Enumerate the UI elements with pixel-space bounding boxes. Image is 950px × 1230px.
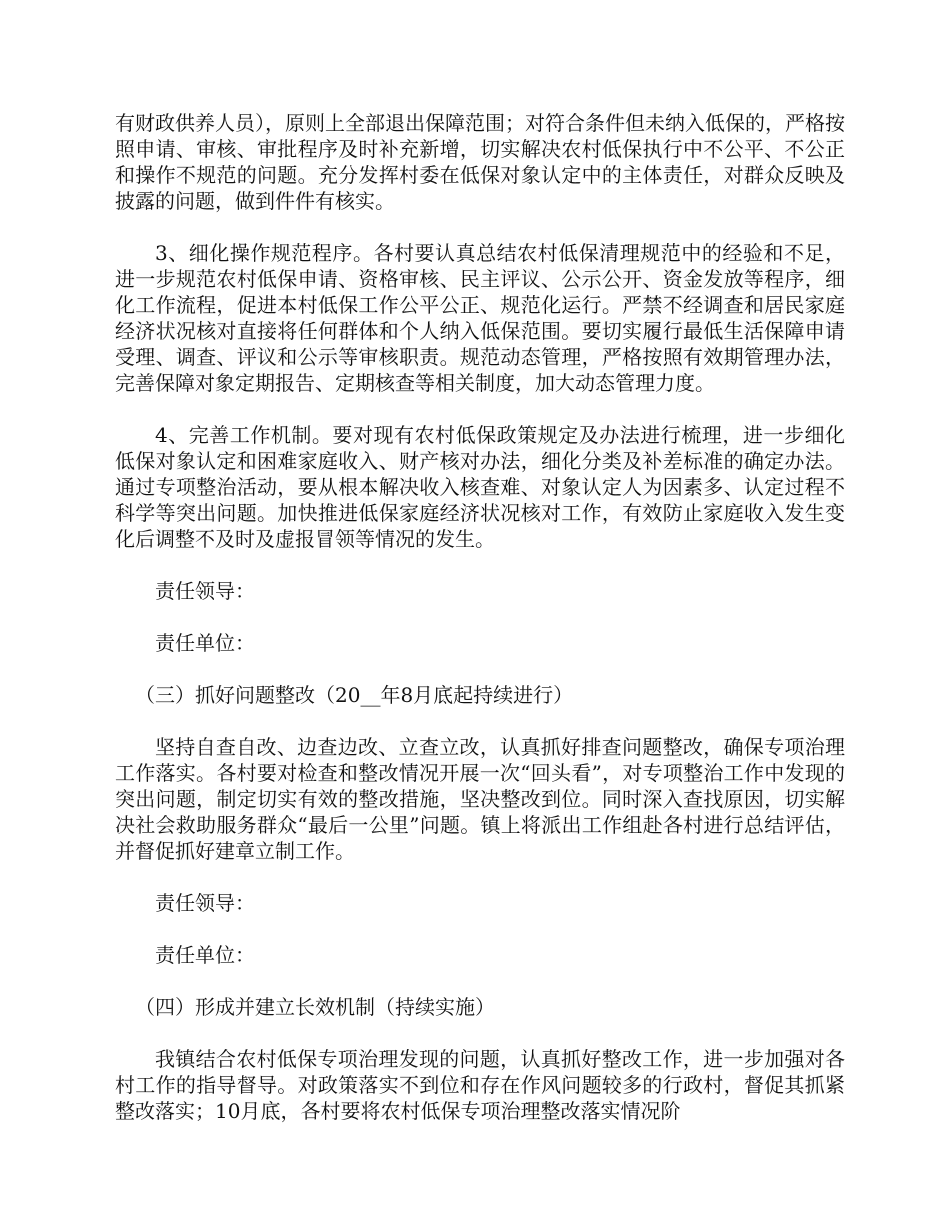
- paragraph-section-4: 我镇结合农村低保专项治理发现的问题，认真抓好整改工作，进一步加强对各村工作的指导督导。对政策落实不到位和存在作风问题较多的行政村，督促其抓紧整改落实；10月底，各村要将农村低保专项治理整改落实情况阶: [115, 1047, 845, 1123]
- paragraph-section-3: 坚持自查自改、边查边改、立查立改，认真抓好排查问题整改，确保专项治理工作落实。各村要对检查和整改情况开展一次“回头看”，对专项整治工作中发现的突出问题，制定切实有效的整改措施，坚决整改到位。同时深入查找原因，切实解决社会救助服务群众“最后一公里”问题。镇上将派出工作组赴各村进行总结评估，并督促抓好建章立制工作。: [115, 735, 845, 863]
- section-4-heading: （四）形成并建立长效机制（持续实施）: [135, 995, 495, 1019]
- paragraph-continuation: 有财政供养人员），原则上全部退出保障范围；对符合条件但未纳入低保的，严格按照申请、审核、审批程序及时补充新增，切实解决农村低保执行中不公平、不公正和操作不规范的问题。充分发挥村委在低保对象认定中的主体责任，对群众反映及披露的问题，做到件件有核实。: [115, 111, 845, 213]
- paragraph-item-4: 4、完善工作机制。要对现有农村低保政策规定及办法进行梳理，进一步细化低保对象认定和困难家庭收入、财产核对办法，细化分类及补差标准的确定办法。通过专项整治活动，要从根本解决收入核查难、对象认定人为因素多、认定过程不科学等突出问题。加快推进低保家庭经济状况核对工作，有效防止家庭收入发生变化后调整不及时及虚报冒领等情况的发生。: [115, 423, 845, 551]
- responsible-unit-label: 责任单位：: [155, 631, 255, 655]
- responsible-leader-label: 责任领导：: [155, 891, 255, 915]
- responsible-leader-label: 责任领导：: [155, 579, 255, 603]
- responsible-unit-label: 责任单位：: [155, 943, 255, 967]
- section-3-heading: （三）抓好问题整改（20__年8月底起持续进行）: [135, 683, 574, 707]
- paragraph-item-3: 3、细化操作规范程序。各村要认真总结农村低保清理规范中的经验和不足，进一步规范农村低保申请、资格审核、民主评议、公示公开、资金发放等程序，细化工作流程，促进本村低保工作公平公正、规范化运行。严禁不经调查和居民家庭经济状况核对直接将任何群体和个人纳入低保范围。要切实履行最低生活保障申请受理、调查、评议和公示等审核职责。规范动态管理，严格按照有效期管理办法，完善保障对象定期报告、定期核查等相关制度，加大动态管理力度。: [115, 241, 845, 395]
- document-page: [115, 110, 845, 1150]
